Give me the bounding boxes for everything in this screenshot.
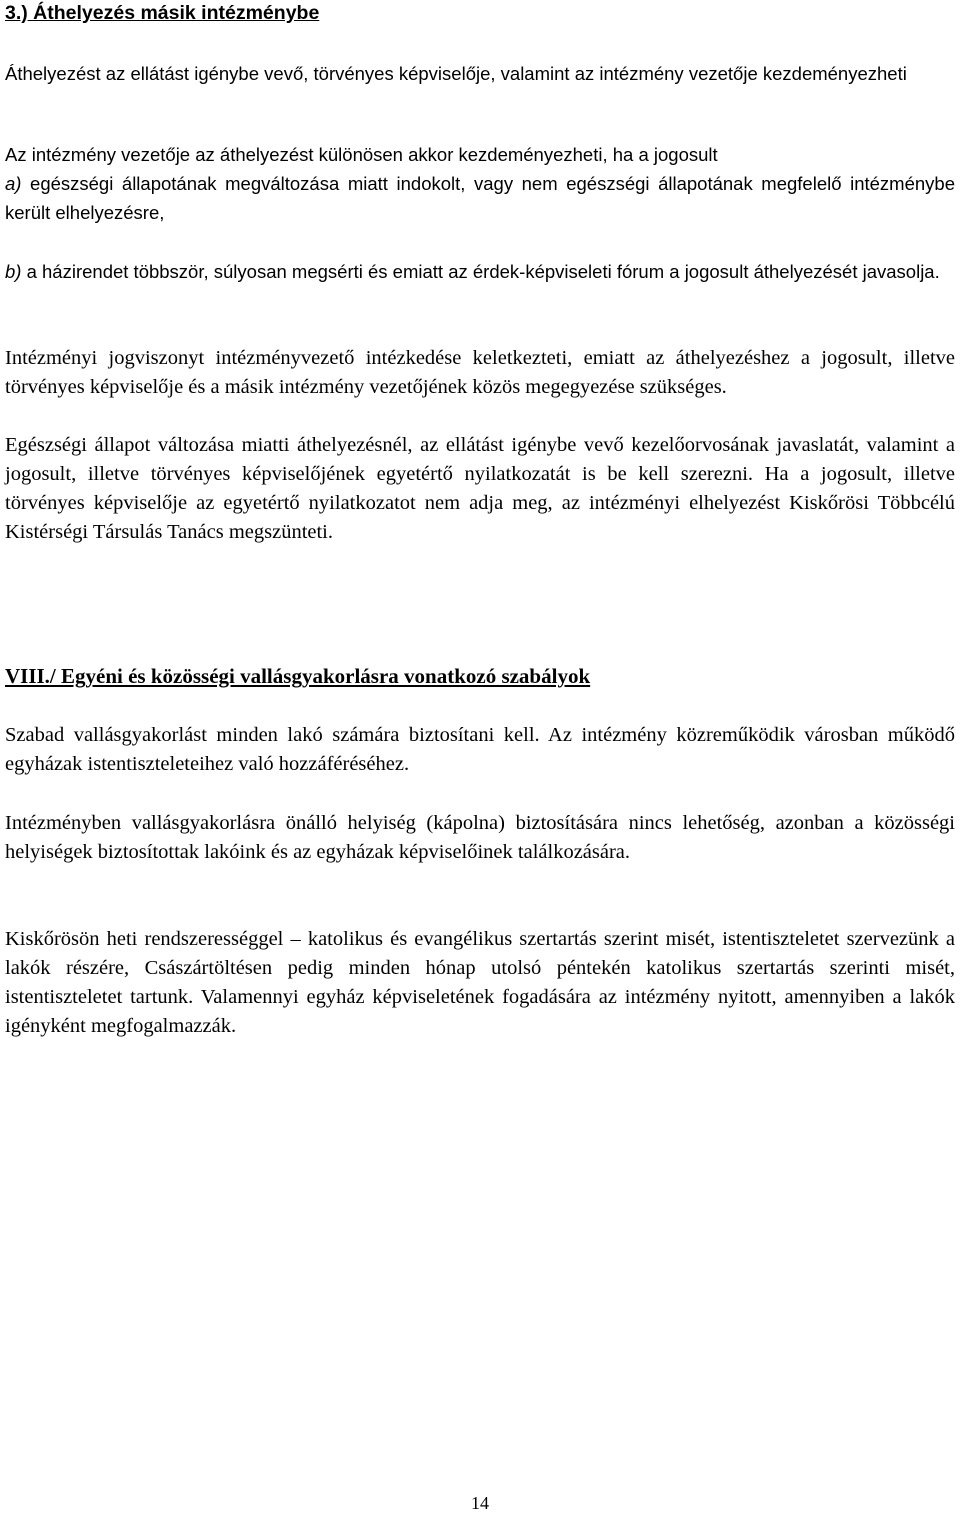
paragraph: Szabad vallásgyakorlást minden lakó számára biztosítani kell. Az intézmény közreműködik városban működő egyházak istentiszteleteihez való hozzáféréséhez. xyxy=(5,724,955,775)
paragraph: Egészségi állapot változása miatti áthelyezésnél, az ellátást igénybe vevő kezelőorvosának javaslatát, valamint a jogosult, illetve törvényes képviselőjének egyetértő nyilatkozatát is be kell szerezni. Ha a jogosult, illetve törvényes képviselője az egyetértő nyilatkozatot nem adja meg, az intézményi elhelyezést Kiskőrösi Többcélú Kistérségi Társulás Tanács megszünteti. xyxy=(5,434,955,543)
list-text: a házirendet többször, súlyosan megsérti és emiatt az érdek-képviseleti fórum a jogosult áthelyezését javasolja. xyxy=(21,261,940,282)
paragraph: Kiskőrösön heti rendszerességgel – katolikus és evangélikus szertartás szerint misét, istentiszteletet szervezünk a lakók részére, Császártöltésen pedig minden hónap utolsó péntekén katolikus szertartás szerinti misét, istentiszteletet tartunk. Valamennyi egyház képviseletének fogadására az intézmény nyitott, amennyiben a lakók igényként megfogalmazzák. xyxy=(5,928,955,1037)
section-heading xyxy=(5,664,955,689)
list-item-b xyxy=(5,257,955,286)
list-label: a) xyxy=(5,173,22,194)
page-number: 14 xyxy=(471,1493,489,1513)
paragraph-intro: Az intézmény vezetője az áthelyezést különösen akkor kezdeményezheti, ha a jogosult xyxy=(5,144,718,165)
section-heading: 3.) Áthelyezés másik intézménybe xyxy=(5,2,320,24)
list-item-a xyxy=(5,169,955,227)
paragraph: Intézményben vallásgyakorlásra önálló helyiség (kápolna) biztosítására nincs lehetőség, azonban a közösségi helyiségek biztosítottak lakóink és az egyházak képviselőinek találkozására. xyxy=(5,812,955,863)
paragraph: Intézményi jogviszonyt intézményvezető intézkedése keletkezteti, emiatt az áthelyezéshez a jogosult, illetve törvényes képviselője és a másik intézmény vezetőjének közös megegyezése szükséges. xyxy=(5,347,955,398)
section-heading-text: VIII./ Egyéni és közösségi vallásgyakorlásra vonatkozó szabályok xyxy=(5,664,591,688)
paragraph: Áthelyezést az ellátást igénybe vevő, törvényes képviselője, valamint az intézmény vezetője kezdeményezheti xyxy=(5,63,907,84)
paragraph xyxy=(5,140,955,169)
list-text: egészségi állapotának megváltozása miatt indokolt, vagy nem egészségi állapotának megfelelő intézménybe került elhelyezésre, xyxy=(5,173,955,223)
list-label: b) xyxy=(5,261,22,282)
